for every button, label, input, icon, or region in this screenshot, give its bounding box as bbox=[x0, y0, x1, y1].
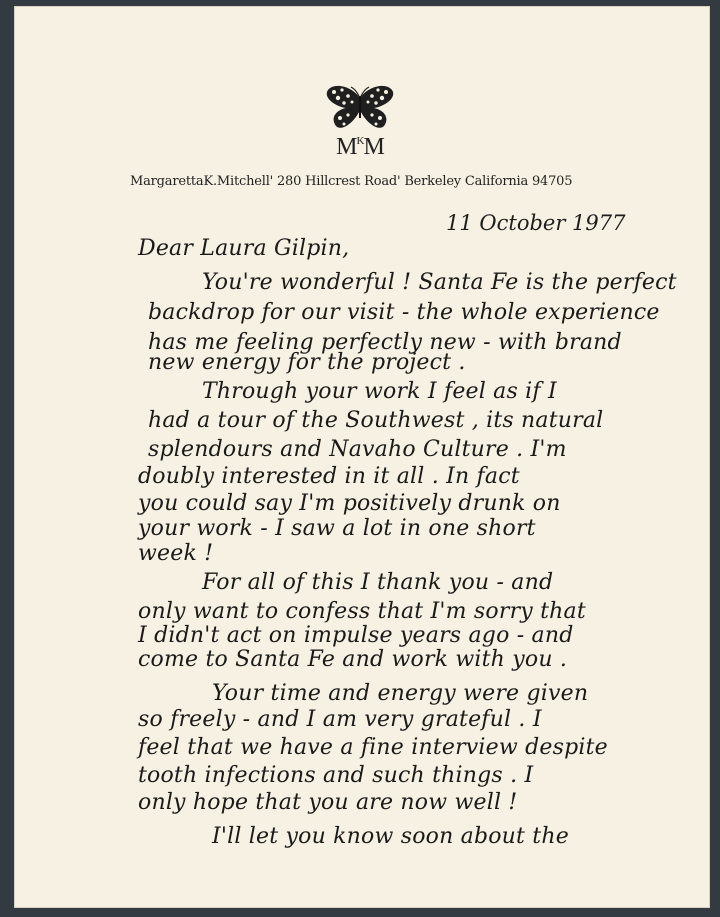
body-line: tooth infections and such things . I bbox=[138, 763, 534, 788]
body-line: doubly interested in it all . In fact bbox=[138, 464, 520, 489]
body-line: new energy for the project . bbox=[148, 350, 466, 375]
body-line: Through your work I feel as if I bbox=[202, 379, 557, 404]
body-line: backdrop for our visit - the whole experience bbox=[148, 300, 660, 325]
letter-page bbox=[14, 6, 710, 908]
body-line: your work - I saw a lot in one short bbox=[138, 516, 536, 541]
monogram: $M^KM$ bbox=[336, 134, 384, 160]
body-line: splendours and Navaho Culture . I'm bbox=[148, 437, 567, 462]
body-line: I didn't act on impulse years ago - and bbox=[138, 623, 574, 648]
body-line: had a tour of the Southwest , its natural bbox=[148, 408, 604, 433]
body-line: I'll let you know soon about the bbox=[212, 824, 569, 849]
salutation: Dear Laura Gilpin, bbox=[138, 236, 350, 261]
butterfly-logo bbox=[322, 84, 398, 168]
body-line: only hope that you are now well ! bbox=[138, 790, 518, 815]
body-line: has me feeling perfectly new - with brand bbox=[148, 330, 622, 355]
body-line: For all of this I thank you - and bbox=[202, 570, 554, 595]
body-line: only want to confess that I'm sorry that bbox=[138, 599, 586, 624]
body-line: You're wonderful ! Santa Fe is the perfect bbox=[202, 270, 677, 295]
letter-date: 11 October 1977 bbox=[446, 211, 626, 235]
body-line: Your time and energy were given bbox=[212, 681, 589, 706]
body-line: you could say I'm positively drunk on bbox=[138, 491, 561, 516]
body-line: come to Santa Fe and work with you . bbox=[138, 647, 568, 672]
butterfly-icon bbox=[322, 84, 398, 136]
body-line: week ! bbox=[138, 541, 214, 566]
letterhead-address: MargarettaK.Mitchell' 280 Hillcrest Road' Berkeley California 94705 bbox=[130, 174, 573, 189]
body-line: so freely - and I am very grateful . I bbox=[138, 707, 542, 732]
body-line: feel that we have a fine interview despite bbox=[138, 735, 608, 760]
